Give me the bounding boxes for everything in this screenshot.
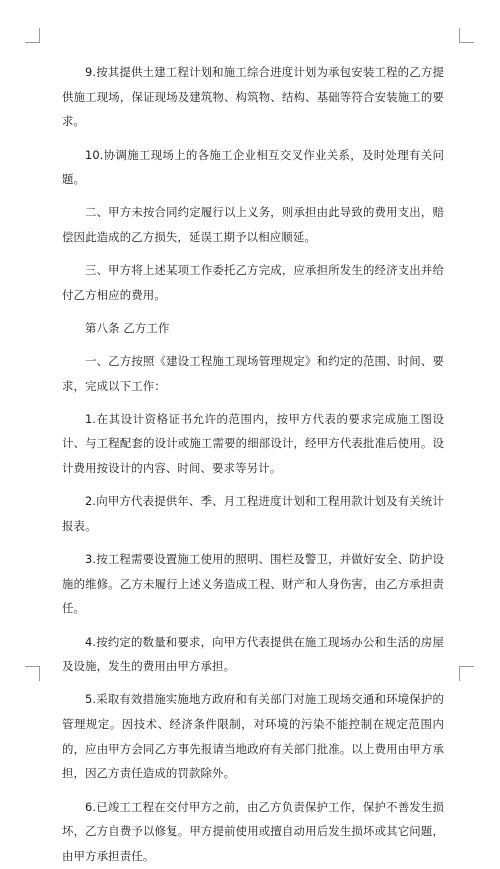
paragraph-clause-9: 9.按其提供土建工程计划和施工综合进度计划为承包安装工程的乙方提供施工现场，保证现场及建筑物、构筑物、结构、基础等符合安装施工的要求。 [62,65,444,129]
top-right-margin-mark [459,28,474,43]
paragraph-contractor-intro: 一、乙方按照《建设工程施工现场管理规定》和约定的范围、时间、要求，完成以下工作： [62,353,444,393]
paragraph-item-6: 6.已竣工工程在交付甲方之前，由乙方负责保护工作，保护不善发生损坏，乙方自费予以修复。甲方提前使用或擅自动用后发生损坏或其它问题，由甲方承担责任。 [62,799,444,863]
paragraph-item-1: 1.在其设计资格证书允许的范围内，按甲方代表的要求完成施工图设计、与工程配套的设计或施工需要的细部设计，经甲方代表批准后使用。设计费用按设计的内容、时间、要求等另计。 [62,411,444,476]
paragraph-clause-10: 10.协调施工现场上的各施工企业相互交叉作业关系，及时处理有关问题。 [62,147,444,187]
paragraph-item-2: 2.向甲方代表提供年、季、月工程进度计划和工程用款计划及有关统计报表。 [62,494,444,533]
bottom-right-margin-mark [459,666,474,681]
paragraph-item-3: 3.按工程需要设置施工使用的照明、围栏及警卫，并做好安全、防护设施的维修。乙方未履行上述义务造成工程、财产和人身伤害，由乙方承担责任。 [62,552,444,616]
paragraph-item-5: 5.采取有效措施实施地方政府和有关部门对施工现场交通和环境保护的管理规定。因技术、经济条件限制，对环境的污染不能控制在规定范围内的，应由甲方会同乙方事先报请当地政府有关部门批准。以上费用由甲方承担，因乙方责任造成的罚款除外。 [62,692,444,781]
document-body [62,60,444,869]
top-left-margin-mark [25,28,40,43]
paragraph-section-2: 二、甲方未按合同约定履行以上义务，则承担由此导致的费用支出，赔偿因此造成的乙方损失，延误工期予以相应顺延。 [62,205,444,244]
paragraph-section-3: 三、甲方将上述某项工作委托乙方完成，应承担所发生的经济支出并给付乙方相应的费用。 [62,263,444,302]
bottom-left-margin-mark [25,666,40,681]
paragraph-item-4: 4.按约定的数量和要求，向甲方代表提供在施工现场办公和生活的房屋及设施，发生的费用由甲方承担。 [62,634,444,674]
article-8-heading: 第八条 乙方工作 [85,320,170,335]
